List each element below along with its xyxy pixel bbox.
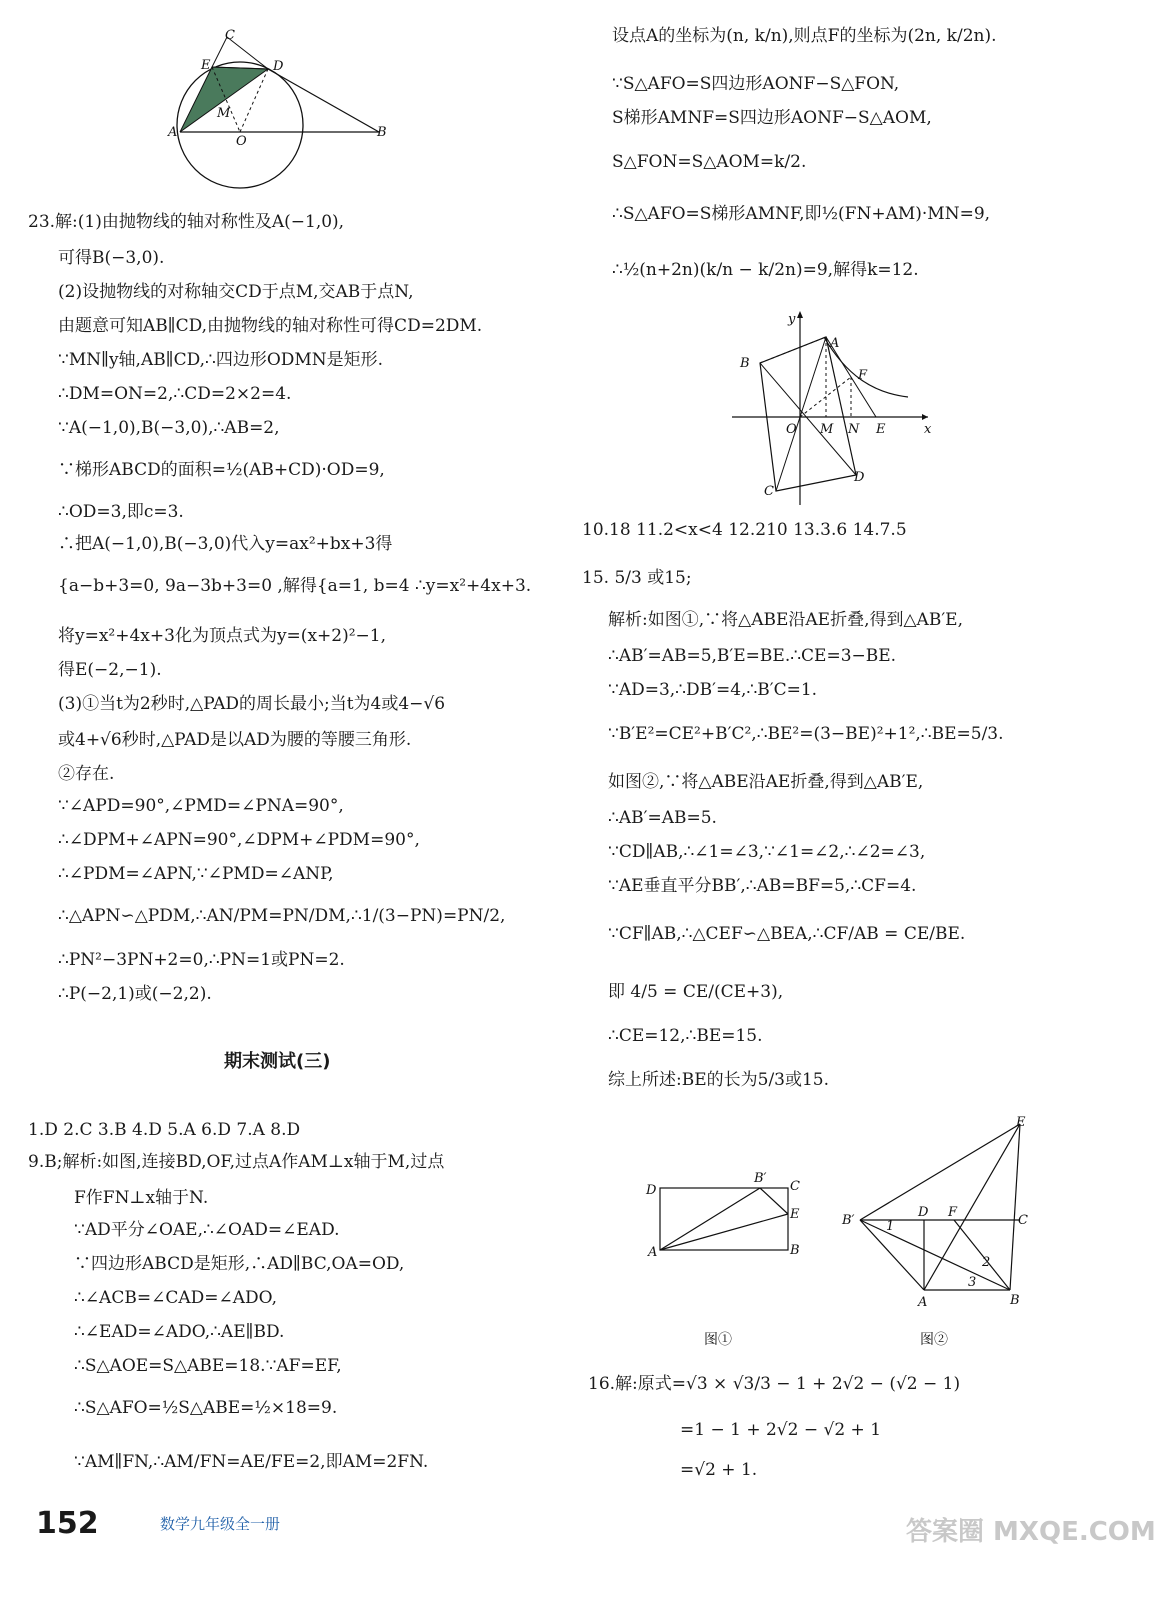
text-line: ∴CE=12,∴BE=15. xyxy=(608,1026,763,1046)
text-line: ∴P(−2,1)或(−2,2). xyxy=(58,984,212,1004)
text-line: 即 4/5 = CE/(CE+3), xyxy=(608,982,784,1002)
text-line: ∵AD平分∠OAE,∴∠OAD=∠EAD. xyxy=(74,1220,340,1240)
fig1-label: E xyxy=(790,1207,800,1222)
coord-label: N xyxy=(848,422,860,437)
coord-label: D xyxy=(854,470,865,485)
section-heading: 期末测试(三) xyxy=(224,1051,331,1072)
circle-label: D xyxy=(273,59,284,74)
coord-label: E xyxy=(876,422,886,437)
text-line: ∴½(n+2n)(k/n − k/2n)=9,解得k=12. xyxy=(612,260,919,280)
text-line: 解析:如图①,∵将△ABE沿AE折叠,得到△AB′E, xyxy=(608,610,963,630)
fig2-label: C xyxy=(1018,1213,1028,1228)
text-line: 由题意可知AB∥CD,由抛物线的轴对称性可得CD=2DM. xyxy=(58,316,483,336)
figure-2-caption: 图② xyxy=(920,1332,948,1348)
text-line: ∵AD=3,∴DB′=4,∴B′C=1. xyxy=(608,680,818,700)
fig2-label: E xyxy=(1016,1115,1026,1130)
fig2-label: F xyxy=(948,1205,958,1220)
circle-label: A xyxy=(168,125,178,140)
coord-label: x xyxy=(924,422,932,437)
fig2-label: 2 xyxy=(982,1255,991,1270)
text-line: ∴△APN∽△PDM,∴AN/PM=PN/DM,∴1/(3−PN)=PN/2, xyxy=(58,906,506,926)
figure-1 xyxy=(640,1168,820,1352)
circle-label: B xyxy=(377,125,387,140)
text-line: {a−b+3=0, 9a−3b+3=0 ,解得{a=1, b=4 ∴y=x²+4x+3. xyxy=(58,576,532,596)
coord-label: B xyxy=(740,356,750,371)
text-line: ∵MN∥y轴,AB∥CD,∴四边形ODMN是矩形. xyxy=(58,350,384,370)
fig2-label: 1 xyxy=(886,1219,895,1234)
page-number: 152 xyxy=(36,1506,99,1541)
text-line: =√2 + 1. xyxy=(680,1460,758,1480)
text-line: ∴AB′=AB=5,B′E=BE.∴CE=3−BE. xyxy=(608,646,897,666)
text-line: ∴AB′=AB=5. xyxy=(608,808,717,828)
fig2-label: A xyxy=(918,1295,928,1310)
fig1-label: C xyxy=(790,1179,800,1194)
text-line: 23.解:(1)由抛物线的轴对称性及A(−1,0), xyxy=(28,212,345,232)
text-line: 16.解:原式=√3 × √3/3 − 1 + 2√2 − (√2 − 1) xyxy=(588,1374,961,1394)
circle-label: O xyxy=(236,134,247,149)
text-line: F作FN⊥x轴于N. xyxy=(74,1188,209,1208)
text-line: S梯形AMNF=S四边形AONF−S△AOM, xyxy=(612,108,932,128)
circle-label: E xyxy=(201,58,211,73)
text-line: ∴S△AOE=S△ABE=18.∵AF=EF, xyxy=(74,1356,342,1376)
text-line: (2)设抛物线的对称轴交CD于点M,交AB于点N, xyxy=(58,282,414,302)
figure-2 xyxy=(836,1110,1042,1352)
text-line: =1 − 1 + 2√2 − √2 + 1 xyxy=(680,1420,882,1440)
text-line: 如图②,∵将△ABE沿AE折叠,得到△AB′E, xyxy=(608,772,924,792)
text-line: ∴S△AFO=S梯形AMNF,即½(FN+AM)·MN=9, xyxy=(612,204,991,224)
text-line: ∴把A(−1,0),B(−3,0)代入y=ax²+bx+3得 xyxy=(58,534,393,554)
book-title: 数学九年级全一册 xyxy=(160,1515,281,1533)
text-line: 或4+√6秒时,△PAD是以AD为腰的等腰三角形. xyxy=(58,730,412,750)
circle-label: C xyxy=(225,28,235,43)
text-line: 9.B;解析:如图,连接BD,OF,过点A作AM⊥x轴于M,过点 xyxy=(28,1152,445,1172)
text-line: ∴∠PDM=∠APN,∵∠PMD=∠ANP, xyxy=(58,864,334,884)
coordinate-figure xyxy=(728,305,940,513)
fig2-label: B′ xyxy=(842,1213,855,1228)
text-line: 综上所述:BE的长为5/3或15. xyxy=(608,1070,830,1090)
circle-label: M xyxy=(217,106,231,121)
text-line: ∴∠DPM+∠APN=90°,∠DPM+∠PDM=90°, xyxy=(58,830,420,850)
text-line: ∵B′E²=CE²+B′C²,∴BE²=(3−BE)²+1²,∴BE=5/3. xyxy=(608,724,1004,744)
text-line: S△FON=S△AOM=k/2. xyxy=(612,152,807,172)
text-line: 得E(−2,−1). xyxy=(58,660,162,680)
fill-answers: 10.18 11.2<x<4 12.210 13.3.6 14.7.5 xyxy=(582,520,907,540)
coord-label: F xyxy=(858,368,868,383)
fig1-label: D xyxy=(646,1183,657,1198)
text-line: ∵A(−1,0),B(−3,0),∴AB=2, xyxy=(58,418,280,438)
text-line: (3)①当t为2秒时,△PAD的周长最小;当t为4或4−√6 xyxy=(58,694,446,714)
text-line: ∴∠EAD=∠ADO,∴AE∥BD. xyxy=(74,1322,285,1342)
circle-figure xyxy=(165,25,405,205)
text-line: ∵∠APD=90°,∠PMD=∠PNA=90°, xyxy=(58,796,344,816)
text-line: 可得B(−3,0). xyxy=(58,248,165,268)
coord-label: C xyxy=(764,484,774,499)
coord-label: y xyxy=(788,312,796,327)
fig2-label: D xyxy=(918,1205,929,1220)
fig2-label: B xyxy=(1010,1293,1020,1308)
text-line: ∴∠ACB=∠CAD=∠ADO, xyxy=(74,1288,277,1308)
fig1-label: B xyxy=(790,1243,800,1258)
text-line: ∵四边形ABCD是矩形,∴AD∥BC,OA=OD, xyxy=(74,1254,405,1274)
text-line: ∵CD∥AB,∴∠1=∠3,∵∠1=∠2,∴∠2=∠3, xyxy=(608,842,926,862)
text-line: ∵AM∥FN,∴AM/FN=AE/FE=2,即AM=2FN. xyxy=(74,1452,429,1472)
text-line: ②存在. xyxy=(58,764,115,784)
fig2-label: 3 xyxy=(968,1275,977,1290)
text-line: ∴OD=3,即c=3. xyxy=(58,502,184,522)
text-line: ∵S△AFO=S四边形AONF−S△FON, xyxy=(612,74,900,94)
figure-1-caption: 图① xyxy=(704,1332,732,1348)
text-line: ∴S△AFO=½S△ABE=½×18=9. xyxy=(74,1398,338,1418)
coord-label: M xyxy=(820,422,834,437)
text-line: ∴PN²−3PN+2=0,∴PN=1或PN=2. xyxy=(58,950,345,970)
text-line: 将y=x²+4x+3化为顶点式为y=(x+2)²−1, xyxy=(58,626,386,646)
watermark-logo: 答案圈 MXQE.COM xyxy=(906,1517,1156,1547)
coord-label: A xyxy=(830,336,840,351)
text-line: 设点A的坐标为(n, k/n),则点F的坐标为(2n, k/2n). xyxy=(612,26,997,46)
text-line: ∵CF∥AB,∴△CEF∽△BEA,∴CF/AB = CE/BE. xyxy=(608,924,966,944)
choice-answers: 1.D 2.C 3.B 4.D 5.A 6.D 7.A 8.D xyxy=(28,1120,301,1140)
text-line: ∵AE垂直平分BB′,∴AB=BF=5,∴CF=4. xyxy=(608,876,917,896)
fig1-label: B′ xyxy=(754,1171,767,1186)
text-line: 15. 5/3 或15; xyxy=(582,568,692,588)
fig1-label: A xyxy=(648,1245,658,1260)
text-line: ∴DM=ON=2,∴CD=2×2=4. xyxy=(58,384,292,404)
coord-label: O xyxy=(786,422,797,437)
text-line: ∵梯形ABCD的面积=½(AB+CD)·OD=9, xyxy=(58,460,385,480)
